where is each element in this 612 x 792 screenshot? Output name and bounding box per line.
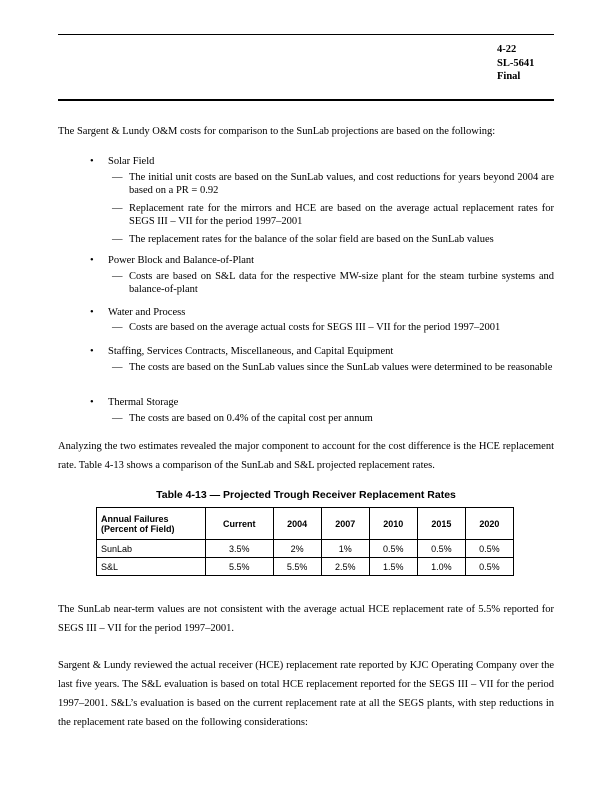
row-label: SunLab	[97, 540, 206, 558]
header-bottom-rule	[58, 99, 554, 101]
dash-marker: —	[112, 172, 123, 183]
dash-marker: —	[112, 362, 123, 373]
sub-item-text: The replacement rates for the balance of the solar field are based on the SunLab values	[129, 234, 494, 245]
sub-item-text: Replacement rate for the mirrors and HCE are based on the average actual replacement rates for SEGS III – VII for the period 1997–2001	[129, 203, 554, 227]
table-cell: 3.5%	[206, 540, 274, 558]
bullet-label: Solar Field	[108, 156, 155, 167]
sunlab-paragraph: The SunLab near-term values are not consistent with the average actual HCE replacement rate of 5.5% reported for SEGS III – VII for the period 1997–2001.	[58, 604, 554, 634]
header-line: Annual Failures	[101, 513, 169, 524]
bullet-dot: •	[90, 255, 94, 266]
sub-item-text: Costs are based on S&L data for the respective MW-size plant for the steam turbine systems and balance-of-plant	[129, 271, 554, 295]
bullet-dot: •	[90, 156, 94, 167]
table-cell: 0.5%	[465, 540, 513, 558]
bullet-label: Water and Process	[108, 307, 186, 318]
intro-paragraph: The Sargent & Lundy O&M costs for comparison to the SunLab projections are based on the following:	[58, 126, 496, 137]
table-cell: 2%	[273, 540, 321, 558]
dash-marker: —	[112, 234, 123, 245]
sub-item-text: Costs are based on the average actual costs for SEGS III – VII for the period 1997–2001	[129, 322, 501, 333]
column-header: 2007	[321, 508, 369, 540]
bullet-dot: •	[90, 397, 94, 408]
table-cell: 2.5%	[321, 558, 369, 576]
dash-marker: —	[112, 203, 123, 214]
table-cell: 5.5%	[206, 558, 274, 576]
row-label: S&L	[97, 558, 206, 576]
table-cell: 1%	[321, 540, 369, 558]
table-cell: 0.5%	[417, 540, 465, 558]
bullet-label: Thermal Storage	[108, 397, 179, 408]
bullet-dot: •	[90, 307, 94, 318]
header-line: (Percent of Field)	[101, 523, 175, 534]
dash-marker: —	[112, 322, 123, 333]
column-header: 2010	[369, 508, 417, 540]
report-id: SL-5641	[497, 57, 535, 69]
table-row	[97, 540, 514, 558]
table-cell: 1.5%	[369, 558, 417, 576]
page-number: 4-22	[497, 44, 517, 55]
analysis-paragraph: Analyzing the two estimates revealed the major component to account for the cost difference is the HCE replacement rate. Table 4-13 shows a comparison of the SunLab and S&L projected replacement rates.	[58, 441, 554, 471]
column-header: 2004	[273, 508, 321, 540]
table-header-row	[97, 508, 514, 540]
column-header: 2015	[417, 508, 465, 540]
bullet-label: Staffing, Services Contracts, Miscellaneous, and Capital Equipment	[108, 346, 394, 357]
bullet-dot: •	[90, 346, 94, 357]
page-header	[497, 43, 534, 84]
table-header-cell	[97, 508, 206, 540]
report-status: Final	[497, 71, 521, 82]
column-header: Current	[206, 508, 274, 540]
dash-marker: —	[112, 413, 123, 424]
sub-item-text: The costs are based on the SunLab values since the SunLab values were determined to be reasonable	[129, 362, 553, 373]
sub-item-text: The initial unit costs are based on the SunLab values, and cost reductions for years beyond 2004 are based on a PR = 0.92	[129, 172, 554, 196]
table-cell: 0.5%	[465, 558, 513, 576]
header-top-rule	[58, 34, 554, 35]
table-cell: 5.5%	[273, 558, 321, 576]
table-cell: 1.0%	[417, 558, 465, 576]
table-row	[97, 558, 514, 576]
bullet-label: Power Block and Balance-of-Plant	[108, 255, 255, 266]
review-paragraph: Sargent & Lundy reviewed the actual receiver (HCE) replacement rate reported by KJC Operating Company over the last five years. The S&L evaluation is based on total HCE replacement reported for the SEGS III – VII for the period 1997–2001. S&L’s evaluation is based on the current replacement rate at all the SEGS plants, with step reductions in the replacement rate based on the following considerations:	[58, 660, 554, 728]
table-title: Table 4-13 — Projected Trough Receiver Replacement Rates	[156, 489, 456, 501]
table-cell: 0.5%	[369, 540, 417, 558]
column-header: 2020	[465, 508, 513, 540]
dash-marker: —	[112, 271, 123, 282]
replacement-rates-table	[96, 507, 514, 576]
sub-item-text: The costs are based on 0.4% of the capital cost per annum	[129, 413, 373, 424]
